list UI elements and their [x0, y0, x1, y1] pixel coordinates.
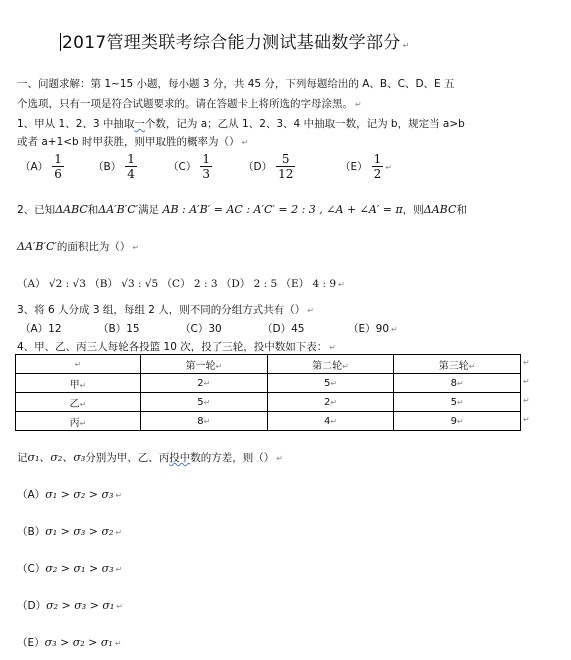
question-1-line-1: 1、甲从 1、2、3 中抽取一个数，记为 a；乙从 1、2、3、4 中抽取一数，记为 b，规定当 a>b [17, 118, 465, 130]
section-instruction-line-2: 个选项，只有一项是符合试题要求的。请在答题卡上将所选的字母涂黑。 ↵ [17, 98, 362, 110]
question-4-variance-stem: 记σ₁、σ₂、σ₃分别为甲、乙、丙投中数的方差，则（） ↵ [17, 451, 283, 464]
row-end-mark: ↵ [523, 396, 530, 405]
table-cell: 9↵ [394, 412, 521, 431]
q3-option-c: （C）30 [180, 323, 222, 335]
table-cell: 8↵ [394, 374, 521, 393]
q1-option-c: （C） $\frac{1}{3}$ [168, 152, 210, 181]
q1-option-b: （B） $\frac{1}{4}$ [93, 152, 135, 181]
q3-option-d: （D）45 [262, 323, 305, 335]
table-cell: 5↵ [141, 393, 268, 412]
text-cursor [60, 33, 61, 51]
table-cell: 丙↵ [16, 412, 141, 431]
question-2-line-2: ΔA′B′C′的面积比为（） ↵ [17, 240, 140, 253]
table-row [16, 374, 521, 393]
q4-option-b: （B）σ₁ > σ₃ > σ₂ ↵ [17, 525, 123, 538]
table-row [16, 393, 521, 412]
question-1-line-2: 或者 a+1<b 时甲获胜，则甲取胜的概率为（） ↵ [17, 136, 249, 148]
question-4-stem: 4、甲、乙、丙三人每轮各投篮 10 次，投了三轮，投中数如下表： ↵ [17, 341, 336, 353]
table-cell: 2↵ [141, 374, 268, 393]
q1-option-d: （D） $\frac{5}{12}$ [243, 152, 294, 181]
q3-option-e: （E）90 ↵ [348, 323, 398, 335]
table-cell: 5↵ [394, 393, 521, 412]
row-end-mark: ↵ [523, 415, 530, 424]
row-end-mark: ↵ [523, 358, 530, 367]
q4-option-e: （E）σ₃ > σ₂ > σ₁ ↵ [17, 636, 122, 649]
question-2-options: （A） √2 : √3 （B） √3 : √5 （C） 2 : 3 （D） 2 : 5 （E） 4 : 9 ↵ [17, 278, 345, 290]
table-header-cell: 第一轮↵ [141, 355, 268, 374]
row-end-mark: ↵ [523, 377, 530, 386]
table-cell: 5↵ [267, 374, 394, 393]
question-3-stem: 3、将 6 人分成 3 组，每组 2 人，则不同的分组方式共有（） ↵ [17, 304, 314, 316]
table-header-cell: 第三轮↵ [394, 355, 521, 374]
table-header-cell: 第二轮↵ [267, 355, 394, 374]
table-cell: 甲↵ [16, 374, 141, 393]
q4-option-a: （A）σ₁ > σ₂ > σ₃ ↵ [17, 488, 123, 501]
q1-option-a: （A） $\frac{1}{6}$ [20, 152, 62, 181]
q1-option-e: （E） $\frac{1}{2}$ ↵ [340, 152, 392, 181]
q4-option-c: （C）σ₂ > σ₁ > σ₃ ↵ [17, 562, 123, 575]
q4-option-d: （D）σ₂ > σ₃ > σ₁ ↵ [17, 599, 123, 612]
table-cell: 乙↵ [16, 393, 141, 412]
q3-option-b: （B）15 [98, 323, 140, 335]
table-header-row [16, 355, 521, 374]
table-header-cell: ↵ [16, 355, 141, 374]
q3-option-a: （A）12 [20, 323, 62, 335]
table-cell: 4↵ [267, 412, 394, 431]
score-table [15, 354, 521, 431]
document-title: 2017管理类联考综合能力测试基础数学部分 ↵ [62, 33, 410, 53]
question-2-line-1: 2、已知ΔABC和ΔA′B′C′满足 AB : A′B′ = AC : A′C′ = 2 : 3 , ∠A + ∠A′ = π，则ΔABC和 [17, 203, 467, 216]
table-cell: 8↵ [141, 412, 268, 431]
table-cell: 2↵ [267, 393, 394, 412]
table-row [16, 412, 521, 431]
section-instruction-line-1: 一、问题求解：第 1~15 小题，每小题 3 分，共 45 分，下列每题给出的 A、B、C、D、E 五 [17, 78, 455, 90]
